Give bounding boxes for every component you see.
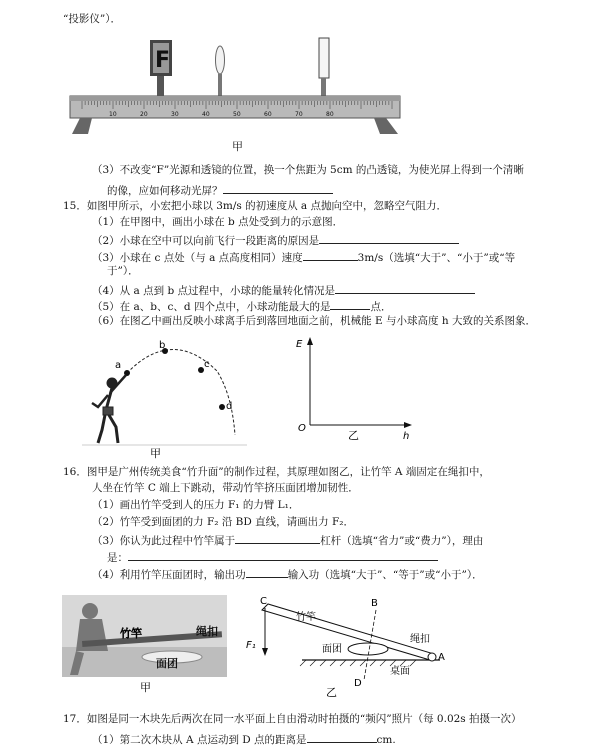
- light-screen: [319, 38, 329, 78]
- svg-text:c: c: [204, 359, 210, 370]
- label-knot: 绳扣: [410, 634, 430, 645]
- q16-stem1: 16．图甲是广州传统美食“竹升面”的制作过程，其原理如图乙，让竹竿 A 端固定在绳扣中，: [63, 466, 490, 478]
- fragment-line: “投影仪”）．: [63, 13, 121, 25]
- lever-diagram: [240, 592, 450, 700]
- q16-part4: （4）利用竹竿压面团时，输出功 输入功（选填“大于”、“等于”或“小于”）．: [92, 566, 483, 582]
- ruler-tick-label: 80: [326, 111, 334, 118]
- label-d: D: [354, 678, 362, 689]
- fig-yi-caption: 乙: [348, 429, 359, 442]
- answer-blank[interactable]: [223, 182, 333, 194]
- answer-blank[interactable]: [303, 249, 358, 261]
- f-letter: F: [155, 48, 171, 73]
- svg-text:b: b: [159, 340, 166, 351]
- label-rod: 竹竿: [296, 612, 316, 623]
- ruler-tick-label: 30: [171, 111, 179, 118]
- point-d: [219, 404, 225, 410]
- q16-part3-cont: 是：: [107, 549, 438, 565]
- rope-knot: [428, 653, 436, 661]
- answer-blank[interactable]: [330, 298, 370, 310]
- q15-stem: 15．如图甲所示，小宏把小球以 3m/s 的初速度从 a 点抛向空中，忽略空气阻力．: [63, 200, 448, 212]
- q15-part2: （2）小球在空中可以向前飞行一段距离的原因是: [92, 232, 459, 248]
- label-b: B: [371, 598, 378, 609]
- photo-label-pole: 竹竿: [120, 627, 142, 640]
- answer-blank[interactable]: [246, 566, 288, 578]
- q16-part2: （2）竹竿受到面团的力 F₂ 沿 BD 直线，请画出力 F₂．: [92, 516, 354, 528]
- ball-throw-figure: [72, 335, 252, 460]
- q17-part1: （1）第二次木块从 A 点运动到 D 点的距离是 cm.: [92, 731, 396, 747]
- q15-part1: （1）在甲图中，画出小球在 b 点处受到力的示意图．: [92, 216, 344, 228]
- label-f1: F₁: [246, 640, 256, 651]
- q14-part3-line1: （3）不改变“F”光源和透镜的位置，换一个焦距为 5cm 的凸透镜，为使光屏上得到一个清晰: [92, 164, 524, 176]
- dough-shape: [348, 643, 388, 655]
- svg-text:d: d: [226, 401, 233, 412]
- svg-text:a: a: [115, 360, 122, 371]
- photo-caption: 甲: [140, 681, 151, 694]
- trajectory: [127, 349, 235, 435]
- origin-label: O: [298, 423, 306, 434]
- q15-part5: （5）在 a、b、c、d 四个点中，小球动能最大的是 点．: [92, 298, 391, 314]
- ruler-tick-label: 20: [140, 111, 148, 118]
- answer-blank[interactable]: [319, 232, 459, 244]
- answer-blank[interactable]: [128, 549, 438, 561]
- ruler-tick-label: 10: [109, 111, 117, 118]
- answer-blank[interactable]: [307, 731, 377, 743]
- q17-stem: 17．如图是同一木块先后两次在同一水平面上自由滑动时拍摄的“频闪”照片（每 0.02s 拍摄一次）: [63, 713, 522, 725]
- diagram-caption: 乙: [326, 686, 337, 699]
- axis-h-label: h: [403, 431, 410, 442]
- answer-blank[interactable]: [335, 282, 475, 294]
- bamboo-rod: [262, 604, 434, 660]
- label-c: C: [260, 596, 267, 607]
- answer-blank[interactable]: [235, 532, 320, 544]
- label-table: 桌面: [390, 666, 410, 677]
- noodle-photo: [62, 595, 227, 695]
- convex-lens: [216, 46, 225, 74]
- q15-part6: （6）在图乙中画出反映小球离手后到落回地面之前，机械能 E 与小球高度 h 大致的关系图象．: [92, 315, 536, 327]
- q16-part3: （3）你认为此过程中竹竿属于 杠杆（选填“省力”或“费力”），理由: [92, 532, 483, 548]
- ruler-tick-label: 50: [233, 111, 241, 118]
- axis-e-label: E: [296, 339, 303, 350]
- label-dough: 面团: [322, 644, 342, 655]
- ruler-tick-label: 40: [202, 111, 210, 118]
- q15-part3: （3）小球在 c 点处（与 a 点高度相同）速度 3m/s（选填“大于”、“小于”或“等: [92, 249, 515, 265]
- photo-label-knot: 绳扣: [196, 625, 218, 638]
- q16-part1: （1）画出竹竿受到人的压力 F₁ 的力臂 L₁．: [92, 499, 300, 511]
- optical-bench-figure: [62, 30, 412, 160]
- energy-height-graph: [290, 335, 430, 445]
- ruler-tick-label: 60: [264, 111, 272, 118]
- q15-part3-cont: 于”）．: [107, 265, 139, 277]
- thrower-figure: [92, 375, 126, 443]
- fig1-caption: 甲: [232, 140, 243, 153]
- label-a: A: [438, 652, 445, 663]
- photo-label-dough: 面团: [156, 657, 178, 670]
- ruler-tick-label: 70: [295, 111, 303, 118]
- q16-stem2: 人坐在竹竿 C 端上下跳动，带动竹竿挤压面团增加韧性．: [92, 482, 359, 494]
- q15-part4: （4）从 a 点到 b 点过程中，小球的能量转化情况是: [92, 282, 475, 298]
- fig-jia-caption: 甲: [150, 447, 161, 460]
- q14-part3-line2: 的像，应如何移动光屏？: [107, 182, 333, 198]
